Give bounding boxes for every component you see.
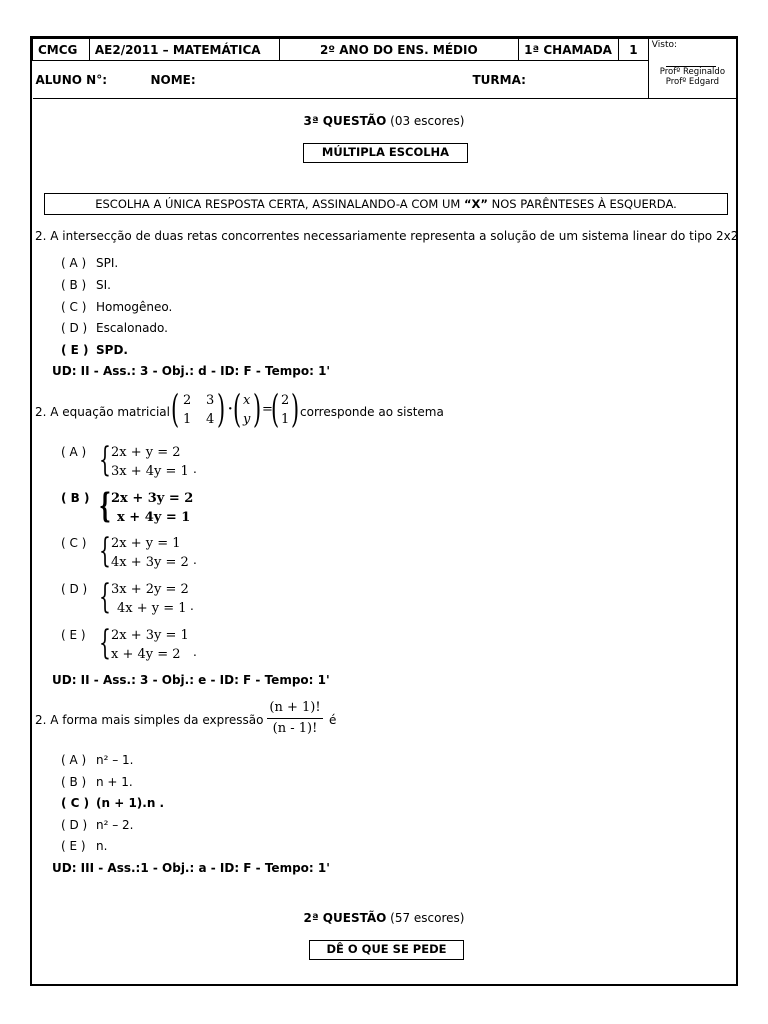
multiply-dot: · xyxy=(228,402,233,417)
result-1: 2 xyxy=(281,393,290,408)
exam-cell: AE2/2011 – MATEMÁTICA xyxy=(89,39,279,61)
item-3-meta: UD: III - Ass.:1 - Obj.: a - ID: F - Tempo: 1' xyxy=(52,861,330,875)
visto-cell xyxy=(648,39,736,99)
period: . xyxy=(193,462,197,476)
option-label: ( C ) xyxy=(61,300,87,314)
question-2-score: (57 escores) xyxy=(390,911,465,925)
question-2-type: DÊ O QUE SE PEDE xyxy=(309,940,464,960)
school-cell: CMCG xyxy=(33,39,90,61)
system-e xyxy=(111,626,189,664)
system-brace: { xyxy=(99,623,111,663)
matrix-d: 4 xyxy=(206,412,215,427)
option-text: SI. xyxy=(96,278,111,292)
period: . xyxy=(190,599,194,613)
system-a xyxy=(111,443,189,481)
page-number: 1 xyxy=(619,39,649,61)
equals-sign: = xyxy=(262,402,273,417)
system-brace: { xyxy=(99,486,112,526)
question-2-heading xyxy=(32,911,736,925)
fraction-bar xyxy=(267,718,323,719)
item-1-option-a[interactable] xyxy=(61,256,118,270)
period: . xyxy=(193,645,197,659)
fraction-expression xyxy=(265,699,325,738)
instruction-box xyxy=(44,193,728,215)
fraction-denominator: (n - 1)! xyxy=(272,721,318,736)
question-3-title: 3ª QUESTÃO xyxy=(303,114,387,128)
equation-2: x + 4y = 2 xyxy=(111,647,181,662)
item-2-option-a[interactable] xyxy=(61,445,96,459)
question-3-type: MÚLTIPLA ESCOLHA xyxy=(303,143,468,163)
instruction-x: “X” xyxy=(463,197,488,211)
option-label: ( E ) xyxy=(61,628,86,642)
item-1-option-c[interactable] xyxy=(61,300,172,314)
item-2-option-d[interactable] xyxy=(61,582,96,596)
option-text: Homogêneo. xyxy=(96,300,173,314)
header-table xyxy=(32,38,736,99)
vector-y: y xyxy=(243,412,251,427)
matrix-a: 2 xyxy=(183,393,192,408)
student-info-cell xyxy=(33,61,649,99)
question-3-heading xyxy=(32,114,736,128)
option-text: n + 1. xyxy=(96,775,133,789)
vector-x: x xyxy=(243,393,251,408)
item-3-stem-start: 2. A forma mais simples da expressão xyxy=(35,713,264,727)
student-number-label: ALUNO N°: xyxy=(35,73,108,87)
equation-1: 2x + y = 2 xyxy=(111,445,181,460)
option-text: n. xyxy=(96,839,108,853)
question-2-title: 2ª QUESTÃO xyxy=(303,911,387,925)
instruction-text: ESCOLHA A ÚNICA RESPOSTA CERTA, ASSINALANDO-A COM UM xyxy=(95,197,464,211)
item-1-option-d[interactable] xyxy=(61,321,168,335)
item-2-stem-end: corresponde ao sistema xyxy=(300,405,444,419)
matrix-equation xyxy=(171,387,301,432)
period: . xyxy=(193,553,197,567)
matrix-b: 3 xyxy=(206,393,215,408)
option-text: n² – 2. xyxy=(96,818,134,832)
equation-1: 3x + 2y = 2 xyxy=(111,582,189,597)
item-2-option-c[interactable] xyxy=(61,536,96,550)
equation-1: 2x + y = 1 xyxy=(111,536,181,551)
option-label: ( B ) xyxy=(61,491,90,505)
item-1-option-b[interactable] xyxy=(61,278,111,292)
matrix-c: 1 xyxy=(183,412,192,427)
class-label: TURMA: xyxy=(472,73,526,87)
system-brace: { xyxy=(99,440,111,480)
system-d xyxy=(111,580,189,618)
item-3-stem-end: é xyxy=(329,713,337,727)
item-1-meta: UD: II - Ass.: 3 - Obj.: d - ID: F - Tempo: 1' xyxy=(52,364,331,378)
question-3-score: (03 escores) xyxy=(390,114,465,128)
option-text: n² – 1. xyxy=(96,753,134,767)
system-c xyxy=(111,534,189,572)
equation-2: 4x + y = 1 xyxy=(117,601,187,616)
equation-2: x + 4y = 1 xyxy=(117,510,191,525)
equation-1: 2x + 3y = 1 xyxy=(111,628,189,643)
right-paren: ) xyxy=(291,387,300,431)
item-3-option-a[interactable] xyxy=(61,753,134,767)
left-paren: ( xyxy=(271,387,280,431)
equation-2: 4x + 3y = 2 xyxy=(111,555,189,570)
right-paren: ) xyxy=(253,387,262,431)
teacher-1: Profº Reginaldo xyxy=(659,67,726,77)
exam-page xyxy=(30,36,738,986)
right-paren: ) xyxy=(217,387,226,431)
option-label: ( D ) xyxy=(61,818,88,832)
option-label: ( B ) xyxy=(61,278,87,292)
result-2: 1 xyxy=(281,412,290,427)
item-1-stem: 2. A intersecção de duas retas concorrentes necessariamente representa a solução de um sistema linear do tipo 2x2 xyxy=(35,229,739,243)
option-text: SPI. xyxy=(96,256,119,270)
option-label: ( A ) xyxy=(61,753,87,767)
option-label: ( E ) xyxy=(61,343,89,357)
option-label: ( C ) xyxy=(61,796,90,810)
system-brace: { xyxy=(99,531,111,571)
item-2-option-e[interactable] xyxy=(61,628,96,642)
grade-cell: 2º ANO DO ENS. MÉDIO xyxy=(279,39,518,61)
item-3-option-e[interactable] xyxy=(61,839,107,853)
equation-1: 2x + 3y = 2 xyxy=(111,491,194,506)
option-label: ( B ) xyxy=(61,775,87,789)
option-label: ( A ) xyxy=(61,445,87,459)
name-label: NOME: xyxy=(150,73,196,87)
equation-2: 3x + 4y = 1 xyxy=(111,464,189,479)
item-2-meta: UD: II - Ass.: 3 - Obj.: e - ID: F - Tempo: 1' xyxy=(52,673,330,687)
left-paren: ( xyxy=(233,387,242,431)
option-text: (n + 1).n . xyxy=(96,796,165,810)
teacher-2: Profº Edgard xyxy=(665,77,720,87)
item-3-option-b[interactable] xyxy=(61,775,133,789)
visto-label: Visto: xyxy=(651,40,678,50)
call-cell: 1ª CHAMADA xyxy=(519,39,619,61)
instruction-text-end: NOS PARÊNTESES À ESQUERDA. xyxy=(487,197,677,211)
item-2-stem-start: 2. A equação matricial xyxy=(35,405,170,419)
item-2-option-b-correct[interactable] xyxy=(61,491,96,505)
option-text: Escalonado. xyxy=(96,321,168,335)
option-text: SPD. xyxy=(96,343,128,357)
fraction-numerator: (n + 1)! xyxy=(269,700,321,715)
option-label: ( D ) xyxy=(61,321,88,335)
system-brace: { xyxy=(99,577,111,617)
item-3-option-d[interactable] xyxy=(61,818,134,832)
option-label: ( A ) xyxy=(61,256,87,270)
left-paren: ( xyxy=(171,387,180,431)
option-label: ( C ) xyxy=(61,536,87,550)
item-1-option-e-correct[interactable] xyxy=(61,343,128,357)
system-b xyxy=(111,489,193,527)
option-label: ( D ) xyxy=(61,582,88,596)
option-label: ( E ) xyxy=(61,839,86,853)
item-3-option-c-correct[interactable] xyxy=(61,796,164,810)
